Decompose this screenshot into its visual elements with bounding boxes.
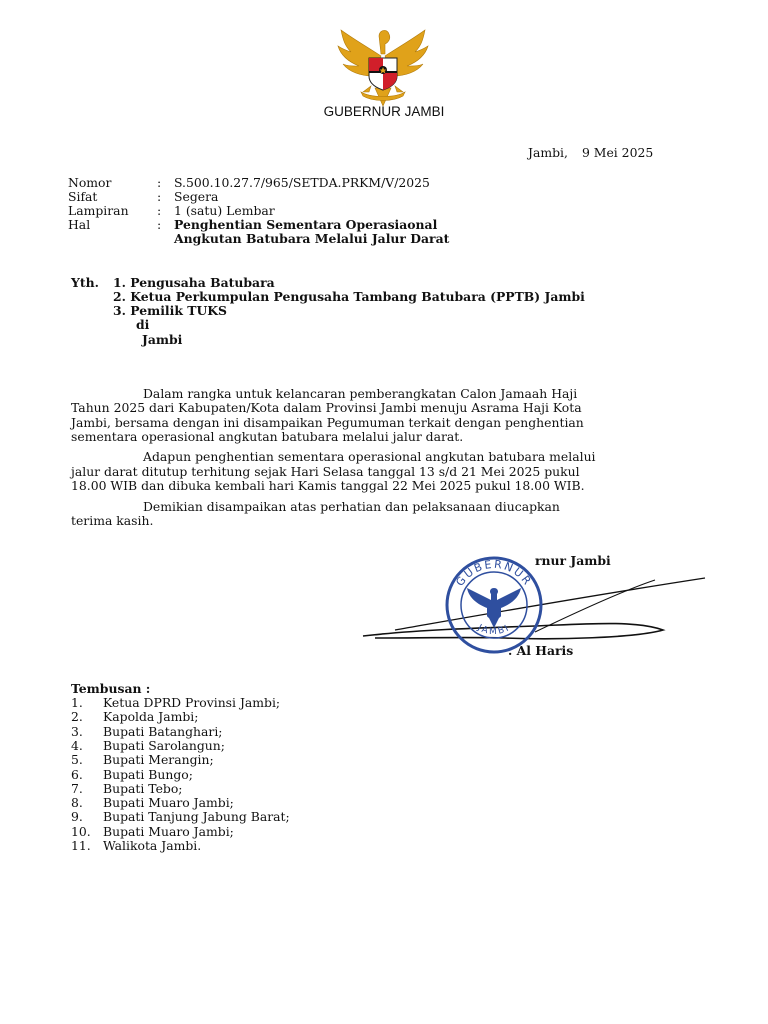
body-p2-line2: jalur darat ditutup terhitung sejak Hari Selasa tanggal 13 s/d 21 Mei 2025 pukul	[71, 464, 580, 479]
tembusan-item: Kapolda Jambi;	[103, 709, 199, 725]
date: 9 Mei 2025	[581, 145, 654, 160]
tembusan-item-number: 2.	[71, 709, 83, 725]
meta-label-sifat: Sifat	[68, 189, 98, 204]
meta-label-hal: Hal	[68, 217, 91, 232]
tembusan-item: Bupati Bungo;	[103, 766, 193, 782]
tembusan-item-number: 4.	[71, 737, 83, 753]
stamp-text-bottom: JAMBI	[475, 623, 513, 638]
tembusan-item: Ketua DPRD Provinsi Jambi;	[103, 695, 281, 710]
recipient-yth: Yth.	[71, 275, 99, 290]
meta-label-nomor: Nomor	[68, 175, 112, 190]
body-p1-line1: Dalam rangka untuk kelancaran pemberangkatan Calon Jamaah Haji	[143, 386, 578, 401]
tembusan-item: Bupati Muaro Jambi;	[103, 795, 234, 811]
tembusan-item-number: 7.	[71, 780, 83, 796]
letterhead-title: GUBERNUR JAMBI	[323, 104, 445, 119]
place-date	[528, 146, 653, 161]
tembusan-item: Walikota Jambi.	[103, 838, 202, 853]
svg-text:GUBERNUR	[453, 558, 534, 589]
signatory-name: . Al Haris	[508, 643, 574, 658]
official-stamp-icon	[443, 554, 545, 656]
body-p1-line2: Tahun 2025 dari Kabupaten/Kota dalam Provinsi Jambi menuju Asrama Haji Kota	[71, 400, 582, 415]
stamp-text-top: GUBERNUR	[453, 557, 535, 589]
tembusan-item: Bupati Sarolangun;	[103, 737, 225, 753]
tembusan-item-number: 1.	[71, 695, 83, 710]
body-p3-line1: Demikian disampaikan atas perhatian dan pelaksanaan diucapkan	[143, 499, 560, 514]
meta-value-hal-line2: Angkutan Batubara Melalui Jalur Darat	[174, 231, 450, 246]
tembusan-item-number: 3.	[71, 723, 83, 739]
body-p3-line2: terima kasih.	[71, 513, 154, 528]
body-p2-line1: Adapun penghentian sementara operasional angkutan batubara melalui	[143, 449, 596, 464]
meta-value-hal-line1: Penghentian Sementara Operasiaonal	[174, 217, 438, 232]
tembusan-item: Bupati Tanjung Jabung Barat;	[103, 809, 290, 825]
recipient-city: Jambi	[142, 332, 183, 347]
tembusan-item-number: 6.	[71, 766, 83, 782]
meta-value-nomor: S.500.10.27.7/965/SETDA.PRKM/V/2025	[174, 175, 430, 190]
recipient-item-1: 1. Pengusaha Batubara	[113, 275, 275, 290]
tembusan-item: Bupati Batanghari;	[103, 723, 223, 739]
tembusan-item-number: 9.	[71, 809, 83, 825]
meta-value-sifat: Segera	[174, 189, 219, 204]
place: Jambi,	[528, 145, 568, 160]
tembusan-item-number: 11.	[71, 838, 91, 853]
meta-value-lampiran: 1 (satu) Lembar	[174, 203, 275, 218]
signature-title: rnur Jambi	[535, 553, 611, 568]
tembusan-item-number: 5.	[71, 752, 83, 768]
recipient-item-2: 2. Ketua Perkumpulan Pengusaha Tambang Batubara (PPTB) Jambi	[113, 289, 585, 304]
body-p1-line4: sementara operasional angkutan batubara melalui jalur darat.	[71, 429, 464, 444]
tembusan-item: Bupati Muaro Jambi;	[103, 823, 234, 839]
meta-colon: :	[157, 203, 162, 218]
tembusan-item: Bupati Tebo;	[103, 780, 183, 796]
meta-colon: :	[157, 175, 162, 190]
tembusan-item: Bupati Merangin;	[103, 752, 214, 768]
tembusan-item-number: 10.	[71, 823, 91, 839]
signature-block	[355, 548, 715, 668]
recipient-item-3: 3. Pemilik TUKS	[113, 303, 227, 318]
meta-colon: :	[157, 217, 162, 232]
garuda-emblem-icon	[335, 26, 431, 108]
tembusan-item-number: 8.	[71, 795, 83, 811]
meta-colon: :	[157, 189, 162, 204]
tembusan-heading: Tembusan :	[71, 681, 151, 696]
body-p2-line3: 18.00 WIB dan dibuka kembali hari Kamis tanggal 22 Mei 2025 pukul 18.00 WIB.	[71, 478, 585, 493]
body-p1-line3: Jambi, bersama dengan ini disampaikan Pegumuman terkait dengan penghentian	[71, 415, 584, 430]
recipient-di: di	[136, 317, 150, 332]
meta-label-lampiran: Lampiran	[68, 203, 129, 218]
